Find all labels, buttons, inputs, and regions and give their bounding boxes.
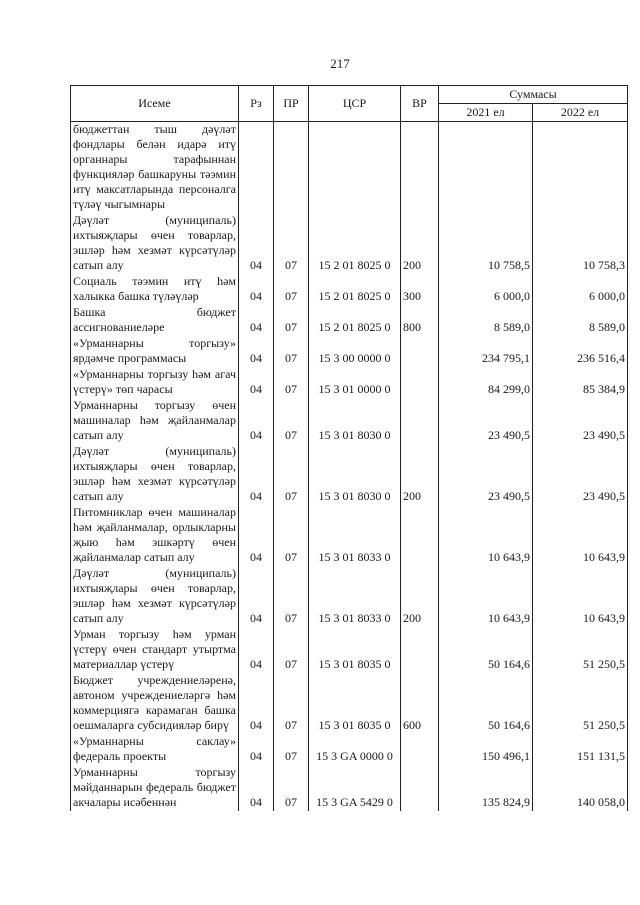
cell-2022: 51 250,5	[533, 673, 628, 734]
cell-name: Социаль тәэмин итү һәм халыкка башка түләүләр	[71, 274, 239, 305]
header-vr: ВР	[401, 86, 439, 122]
header-sums: Суммасы	[439, 86, 628, 104]
cell-pr: 07	[274, 336, 309, 367]
cell-name: Дәүләт (муниципаль) ихтыяҗлары өчен товарлар, эшләр һәм хезмәт күрсәтүләр сатып алу	[71, 213, 239, 274]
table-row	[71, 765, 628, 811]
cell-csr: 15 3 01 8035 0	[309, 627, 401, 673]
cell-name: «Урманнарны торгызу» ярдәмче программасы	[71, 336, 239, 367]
cell-vr	[401, 627, 439, 673]
cell-pr: 07	[274, 566, 309, 627]
cell-vr	[401, 336, 439, 367]
cell-csr: 15 3 00 0000 0	[309, 336, 401, 367]
cell-2021: 50 164,6	[439, 627, 533, 673]
cell-pr: 07	[274, 627, 309, 673]
cell-csr: 15 3 01 8035 0	[309, 673, 401, 734]
cell-vr	[401, 734, 439, 765]
cell-csr: 15 3 GA 0000 0	[309, 734, 401, 765]
table-row	[71, 398, 628, 444]
cell-csr: 15 3 01 8030 0	[309, 444, 401, 505]
cell-2021: 50 164,6	[439, 673, 533, 734]
cell-2021: 10 758,5	[439, 213, 533, 274]
cell-pr: 07	[274, 398, 309, 444]
cell-2022: 23 490,5	[533, 398, 628, 444]
cell-vr: 600	[401, 673, 439, 734]
table-row	[71, 122, 628, 214]
header-year-2022: 2022 ел	[533, 104, 628, 122]
cell-2022: 236 516,4	[533, 336, 628, 367]
table-row	[71, 274, 628, 305]
table-row	[71, 627, 628, 673]
cell-rz: 04	[239, 213, 274, 274]
cell-rz: 04	[239, 765, 274, 811]
cell-rz: 04	[239, 274, 274, 305]
cell-csr: 15 2 01 8025 0	[309, 274, 401, 305]
cell-pr: 07	[274, 367, 309, 398]
cell-name: Урман торгызу һәм урман үстерү өчен стандарт утыртма материаллар үстерү	[71, 627, 239, 673]
cell-pr: 07	[274, 444, 309, 505]
cell-name: «Урманнарны саклау» федераль проекты	[71, 734, 239, 765]
cell-name: бюджеттан тыш дәүләт фондлары белән идарә итү органнары тарафыннан функцияләр башкаруны тәэмин итү максатларында персоналга түләү чыгымнары	[71, 122, 239, 214]
cell-name: Башка бюджет ассигнованиеләре	[71, 305, 239, 336]
cell-2021: 234 795,1	[439, 336, 533, 367]
cell-2022: 23 490,5	[533, 444, 628, 505]
cell-rz: 04	[239, 505, 274, 566]
header-year-2021: 2021 ел	[439, 104, 533, 122]
cell-rz: 04	[239, 444, 274, 505]
cell-vr	[401, 398, 439, 444]
cell-vr: 300	[401, 274, 439, 305]
cell-csr: 15 3 01 0000 0	[309, 367, 401, 398]
cell-rz: 04	[239, 336, 274, 367]
cell-2021: 23 490,5	[439, 398, 533, 444]
cell-2021: 23 490,5	[439, 444, 533, 505]
table-row	[71, 444, 628, 505]
cell-pr: 07	[274, 765, 309, 811]
cell-pr: 07	[274, 305, 309, 336]
cell-vr: 200	[401, 213, 439, 274]
cell-2021: 150 496,1	[439, 734, 533, 765]
table-row	[71, 734, 628, 765]
table-row	[71, 367, 628, 398]
cell-pr: 07	[274, 274, 309, 305]
cell-name: Урманнарны торгызу өчен машиналар һәм җайланмалар сатып алу	[71, 398, 239, 444]
cell-name: «Урманнарны торгызу һәм агач үстерү» төп чарасы	[71, 367, 239, 398]
cell-rz: 04	[239, 627, 274, 673]
cell-vr: 800	[401, 305, 439, 336]
cell-rz: 04	[239, 734, 274, 765]
cell-vr	[401, 367, 439, 398]
table-row	[71, 673, 628, 734]
cell-2022: 10 643,9	[533, 566, 628, 627]
cell-2021: 6 000,0	[439, 274, 533, 305]
header-pr: ПР	[274, 86, 309, 122]
cell-csr: 15 3 01 8033 0	[309, 566, 401, 627]
table-row	[71, 213, 628, 274]
cell-name: Бюджет учреждениеләренә, автоном учреждениеләргә һәм коммерциягә карамаган башка оешмаларга субсидияләр бирү	[71, 673, 239, 734]
cell-csr	[309, 122, 401, 214]
table-row	[71, 305, 628, 336]
cell-csr: 15 3 01 8033 0	[309, 505, 401, 566]
cell-2022: 140 058,0	[533, 765, 628, 811]
cell-vr: 200	[401, 444, 439, 505]
cell-vr	[401, 122, 439, 214]
cell-pr: 07	[274, 734, 309, 765]
cell-csr: 15 2 01 8025 0	[309, 305, 401, 336]
header-name: Исеме	[71, 86, 239, 122]
cell-2021	[439, 122, 533, 214]
cell-pr	[274, 122, 309, 214]
header-csr: ЦСР	[309, 86, 401, 122]
cell-2022: 10 643,9	[533, 505, 628, 566]
table-row	[71, 336, 628, 367]
cell-2021: 8 589,0	[439, 305, 533, 336]
cell-2022: 151 131,5	[533, 734, 628, 765]
cell-rz: 04	[239, 367, 274, 398]
cell-2021: 10 643,9	[439, 505, 533, 566]
budget-table	[70, 85, 628, 811]
cell-2022	[533, 122, 628, 214]
cell-rz: 04	[239, 305, 274, 336]
cell-2022: 10 758,3	[533, 213, 628, 274]
cell-pr: 07	[274, 505, 309, 566]
cell-name: Дәүләт (муниципаль) ихтыяҗлары өчен товарлар, эшләр һәм хезмәт күрсәтүләр сатып алу	[71, 444, 239, 505]
cell-pr: 07	[274, 673, 309, 734]
cell-2022: 8 589,0	[533, 305, 628, 336]
cell-vr	[401, 765, 439, 811]
table-body	[71, 122, 628, 812]
cell-vr: 200	[401, 566, 439, 627]
cell-rz: 04	[239, 673, 274, 734]
table-row	[71, 566, 628, 627]
cell-csr: 15 2 01 8025 0	[309, 213, 401, 274]
cell-2021: 10 643,9	[439, 566, 533, 627]
header-rz: Рз	[239, 86, 274, 122]
cell-name: Дәүләт (муниципаль) ихтыяҗлары өчен товарлар, эшләр һәм хезмәт күрсәтүләр сатып алу	[71, 566, 239, 627]
cell-pr: 07	[274, 213, 309, 274]
cell-2021: 135 824,9	[439, 765, 533, 811]
cell-csr: 15 3 GA 5429 0	[309, 765, 401, 811]
cell-vr	[401, 505, 439, 566]
table-row	[71, 505, 628, 566]
cell-2022: 85 384,9	[533, 367, 628, 398]
cell-csr: 15 3 01 8030 0	[309, 398, 401, 444]
cell-rz: 04	[239, 398, 274, 444]
cell-2022: 51 250,5	[533, 627, 628, 673]
cell-rz	[239, 122, 274, 214]
cell-rz: 04	[239, 566, 274, 627]
cell-2021: 84 299,0	[439, 367, 533, 398]
cell-name: Урманнарны торгызу мәйданнарын федераль бюджет акчалары исәбеннән	[71, 765, 239, 811]
cell-2022: 6 000,0	[533, 274, 628, 305]
table-header	[71, 86, 628, 122]
page-number: 217	[330, 56, 350, 71]
cell-name: Питомниклар өчен машиналар һәм җайланмалар, орлыкларны җыю һәм эшкәртү өчен җайланмалар сатып алу	[71, 505, 239, 566]
